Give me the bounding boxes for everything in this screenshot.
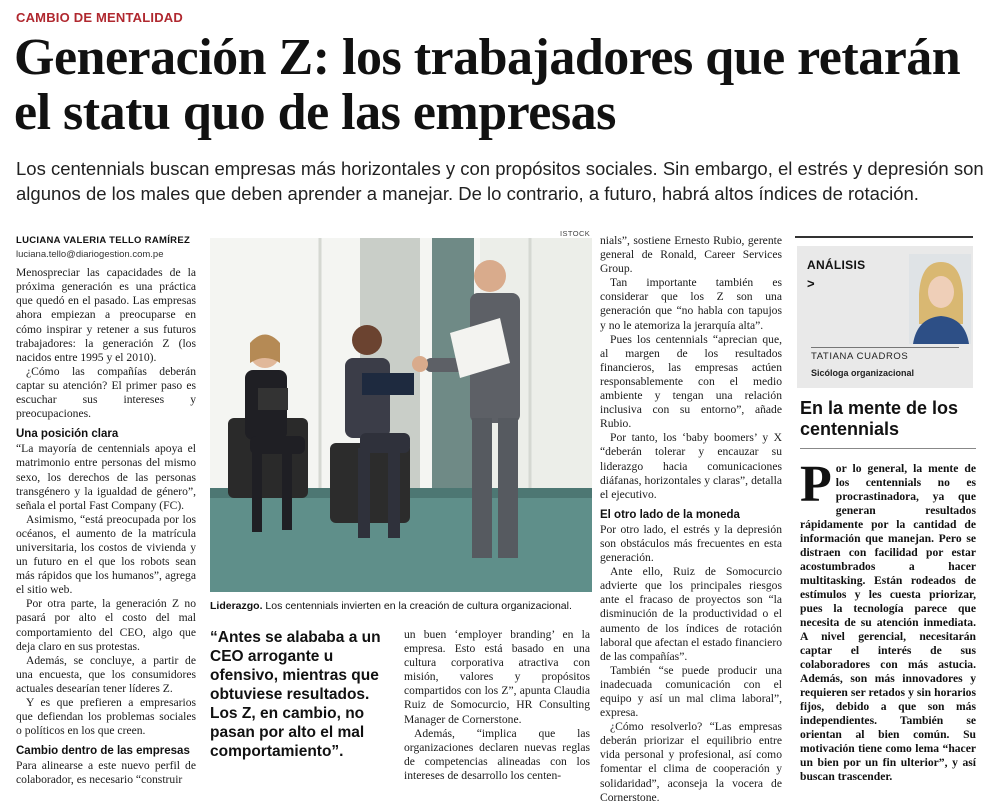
analyst-role: Sicóloga organizacional	[811, 368, 915, 378]
sidebar-divider	[800, 448, 976, 449]
paragraph: ¿Cómo las compañías deberán captar su atención? El primer paso es escuchar sus intereses y preocupaciones.	[16, 364, 196, 421]
subheading: Una posición clara	[16, 428, 119, 441]
subheading: Cambio dentro de las empresas	[16, 745, 190, 758]
caption-lead: Liderazgo.	[210, 600, 263, 612]
column-3	[404, 628, 590, 783]
section-kicker: CAMBIO DE MENTALIDAD	[16, 10, 183, 25]
photo-credit: ISTOCK	[560, 229, 591, 238]
paragraph: También “se puede producir una inadecuada comunicación con el equipo y así un mal clima laboral”, expresa.	[600, 663, 782, 720]
paragraph: Ante ello, Ruiz de Somocurcio advierte que los principales riesgos ante el fracaso de proyectos son “la disminución de la productividad o el aumento de los índices de rotación laboral que afectan el estado financiero de las compañías”.	[600, 565, 782, 663]
byline-name: LUCIANA VALERIA TELLO RAMÍREZ	[16, 235, 191, 246]
photo-illustration	[210, 238, 592, 592]
sidebar-text: or lo general, la mente de los centennials no es procrastinadora, ya que generan resultados rápidamente por la cantidad de información que manejan. Pero se distraen con facilidad por estar acostumbrados a hacer multitasking. Están rodeados de estímulos y les cuesta priorizar, pues la tecnología parece que necesita de su atención inmediata. A nivel gerencial, necesitarán captar el interés de sus colaboradores con más astucia. Además, son más innovadores y requieren ser retados y sin horarios fijos, debido a que son más independientes. También se orientan al bien común. Su motivación tiene como lema “hacer un bien por un fin ulterior”, y así buscan trascender.	[800, 462, 976, 783]
paragraph: Asimismo, “está preocupada por los océanos, el aumento de la matrícula universitaria, los costos de vivienda y un futuro en el que los robots sean más rápidos que los humanos”, agrega el sitio web.	[16, 512, 196, 597]
paragraph: Por otra parte, la generación Z no pasará por alto el costo del mal comportamiento del CEO, algo que deja claro en sus protestas.	[16, 597, 196, 653]
byline-email: luciana.tello@diariogestion.com.pe	[16, 249, 164, 261]
sidebar-title: En la mente de los centennials	[800, 398, 959, 439]
analyst-name: TATIANA CUADROS	[811, 351, 909, 362]
paragraph: Además, “implica que las organizaciones declaren nuevas reglas de competencias alineadas con los intereses de desarrollo los centen-	[404, 726, 590, 782]
paragraph: Para alinearse a este nuevo perfil de colaborador, es necesario “construir	[16, 759, 196, 787]
paragraph: un buen ‘employer branding’ en la empresa. Esto está basado en una cultura corporativa atractiva con misión, valores y propósitos compartidos con los Z”, apunta Claudia Ruiz de Somocurcio, HR Consulting Manager de Cornerstone.	[404, 628, 590, 726]
pull-quote: “Antes se alababa a un CEO arrogante u ofensivo, mientras que obtuviese resultados. Los Z, en cambio, no pasan por alto el mal comportamiento”.	[210, 629, 381, 760]
chevron-right-icon: >	[807, 276, 815, 291]
analysis-box	[797, 246, 973, 388]
paragraph: Pues los centennials “aprecian que, al margen de los resultados financieros, las empresas actúen responsablemente con el medio ambiente y tengan una relación inclusiva con su entorno”, añade Rubio.	[600, 332, 782, 431]
drop-cap: P	[800, 456, 832, 513]
sidebar-top-rule	[795, 236, 973, 238]
deck: Los centennials buscan empresas más horizontales y con propósitos sociales. Sin embargo, el estrés y depresión son algunos de los males que deben aprender a manejar. De lo contrario, a futuro, habrá altos índices de rotación.	[16, 158, 984, 204]
paragraph: Por otro lado, el estrés y la depresión son obstáculos más frecuentes en esta generación.	[600, 522, 782, 565]
caption-text: Los centennials invierten en la creación de cultura organizacional.	[262, 600, 572, 612]
column-1	[16, 234, 196, 788]
paragraph: nials”, sostiene Ernesto Rubio, gerente general de Ronald, Career Services Group.	[600, 234, 782, 276]
paragraph: “La mayoría de centennials apoya el matrimonio entre personas del mismo sexo, los derechos de las personas transgénero y la igualdad de género”, señala el portal Fast Company (FC).	[16, 442, 196, 512]
analysis-divider	[811, 347, 959, 348]
column-4	[600, 234, 782, 805]
subheading: El otro lado de la moneda	[600, 508, 740, 521]
photo-caption	[210, 600, 592, 612]
paragraph: Tan importante también es considerar que los Z son una generación que “no habla con tapujos y no le atemoriza la jerarquía alta”.	[600, 276, 782, 332]
analyst-portrait	[909, 254, 971, 344]
sidebar-body	[800, 456, 976, 784]
headline: Generación Z: los trabajadores que retarán el statu quo de las empresas	[14, 29, 961, 141]
office-photo	[210, 238, 592, 592]
paragraph: Por tanto, los ‘baby boomers’ y X “deberán tolerar y encauzar su liderazgo hacia comunicaciones diáfanas, horizontales y claras”, detalla el ejecutivo.	[600, 431, 782, 501]
paragraph: Y es que prefieren a empresarios que defiendan los problemas sociales o políticos en los que creen.	[16, 696, 196, 738]
paragraph: ¿Cómo resolverlo? “Las empresas deberán priorizar el equilibrio entre vida personal y profesional, así como fomentar el clima de cooperación y solidaridad”, aconseja la vocera de Cornerstone.	[600, 720, 782, 804]
paragraph: Además, se concluye, a partir de una encuesta, que los consumidores actuales desearían tener líderes Z.	[16, 653, 196, 695]
analysis-label: ANÁLISIS	[807, 258, 866, 272]
paragraph: Menospreciar las capacidades de la próxima generación es una práctica que quedó en el pasado. Las empresas ahora empiezan a preocuparse en cómo inspirar y retener a sus futuros trabajadores: la generación Z (los nacidos entre 1995 y el 2010).	[16, 266, 196, 364]
